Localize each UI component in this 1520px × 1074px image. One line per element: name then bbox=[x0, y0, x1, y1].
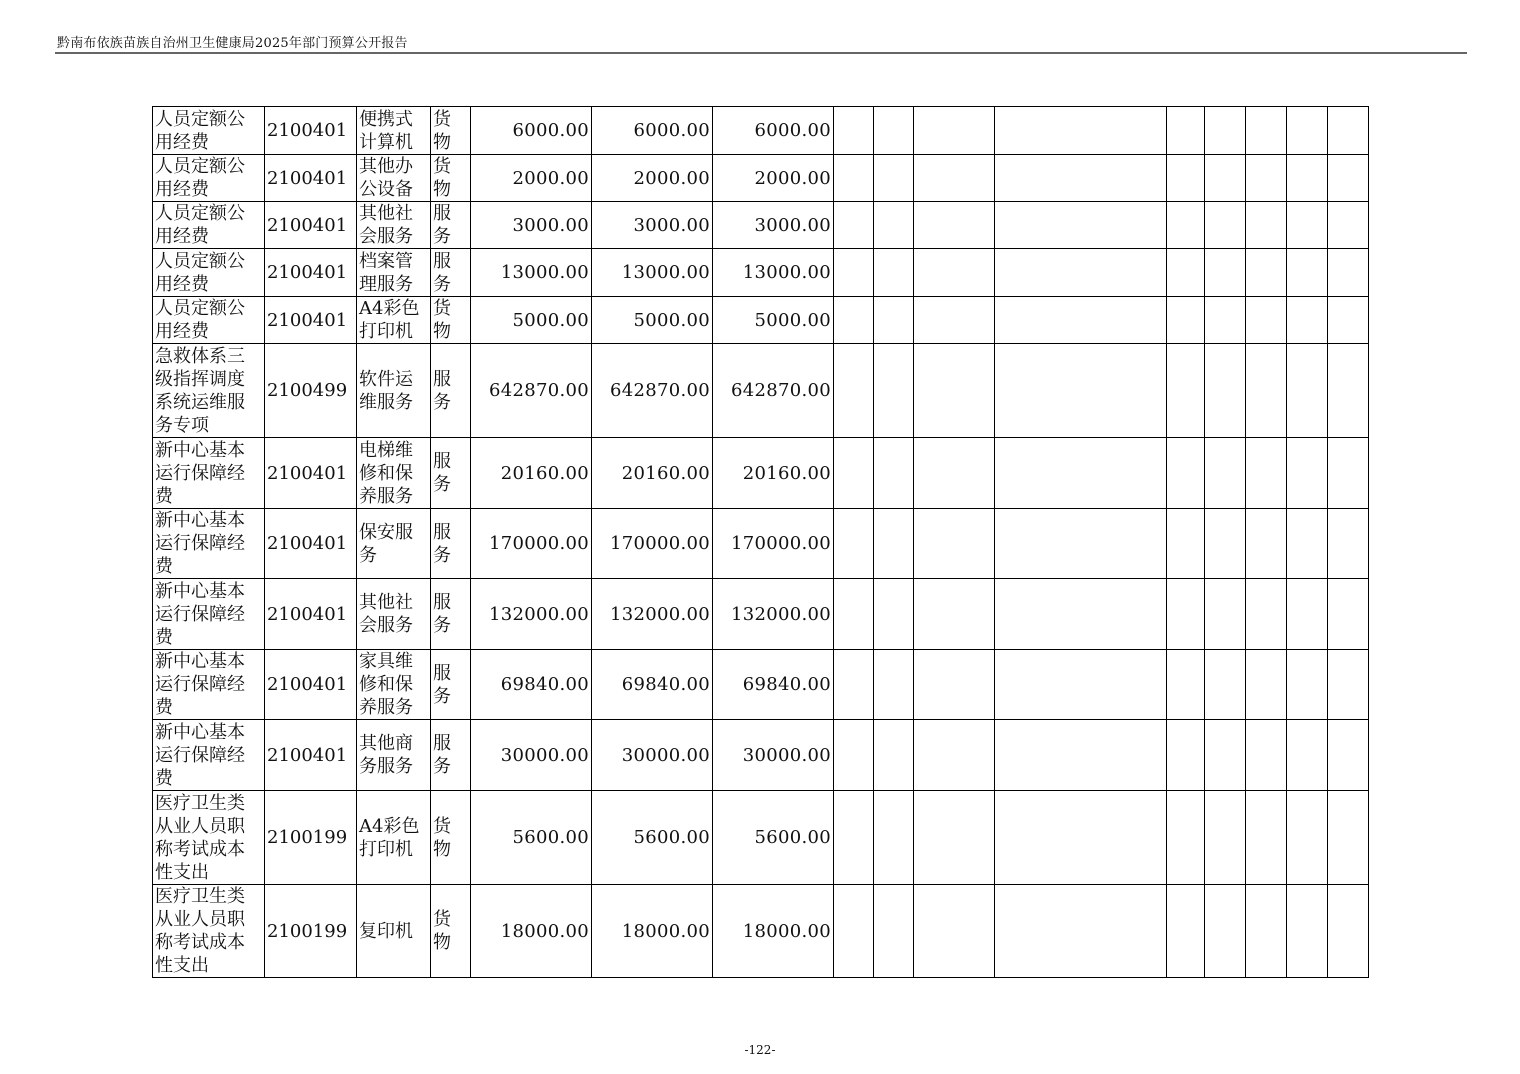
empty-cell bbox=[1205, 885, 1246, 978]
function-code-cell: 2100499 bbox=[265, 344, 357, 438]
empty-cell bbox=[1287, 344, 1328, 438]
empty-cell bbox=[1328, 720, 1369, 791]
empty-cell bbox=[1328, 885, 1369, 978]
empty-cell bbox=[995, 650, 1167, 720]
amount-total-cell: 5000.00 bbox=[471, 297, 592, 344]
empty-cell bbox=[914, 885, 995, 978]
empty-cell bbox=[1287, 107, 1328, 155]
amount-subtotal-cell: 30000.00 bbox=[592, 720, 713, 791]
empty-cell bbox=[874, 720, 914, 791]
procurement-item-cell: 其他商务服务 bbox=[357, 720, 431, 791]
empty-cell bbox=[914, 344, 995, 438]
function-code-cell: 2100401 bbox=[265, 297, 357, 344]
empty-cell bbox=[1328, 438, 1369, 509]
table-row bbox=[153, 344, 1369, 438]
empty-cell bbox=[995, 344, 1167, 438]
empty-cell bbox=[1287, 650, 1328, 720]
procurement-item-cell: 便携式计算机 bbox=[357, 107, 431, 155]
project-name-cell: 人员定额公用经费 bbox=[153, 249, 265, 297]
empty-cell bbox=[1167, 297, 1205, 344]
function-code-cell: 2100199 bbox=[265, 791, 357, 885]
function-code-cell: 2100401 bbox=[265, 438, 357, 509]
table-row bbox=[153, 885, 1369, 978]
empty-cell bbox=[1205, 155, 1246, 202]
empty-cell bbox=[834, 720, 874, 791]
empty-cell bbox=[1246, 509, 1287, 579]
header-divider bbox=[55, 52, 1467, 54]
procurement-type-cell: 货物 bbox=[431, 885, 471, 978]
empty-cell bbox=[1167, 720, 1205, 791]
empty-cell bbox=[914, 509, 995, 579]
empty-cell bbox=[1246, 720, 1287, 791]
empty-cell bbox=[1287, 885, 1328, 978]
empty-cell bbox=[1328, 107, 1369, 155]
empty-cell bbox=[1205, 720, 1246, 791]
empty-cell bbox=[1167, 107, 1205, 155]
empty-cell bbox=[1246, 297, 1287, 344]
empty-cell bbox=[874, 107, 914, 155]
amount-total-cell: 69840.00 bbox=[471, 650, 592, 720]
amount-subtotal-cell: 5000.00 bbox=[592, 297, 713, 344]
function-code-cell: 2100401 bbox=[265, 107, 357, 155]
empty-cell bbox=[1205, 297, 1246, 344]
amount-total-cell: 18000.00 bbox=[471, 885, 592, 978]
amount-total-cell: 642870.00 bbox=[471, 344, 592, 438]
procurement-item-cell: 软件运维服务 bbox=[357, 344, 431, 438]
amount-subtotal-cell: 5600.00 bbox=[592, 791, 713, 885]
table-row bbox=[153, 202, 1369, 249]
empty-cell bbox=[914, 155, 995, 202]
empty-cell bbox=[1205, 438, 1246, 509]
amount-total-cell: 5600.00 bbox=[471, 791, 592, 885]
amount-subtotal-cell: 6000.00 bbox=[592, 107, 713, 155]
procurement-type-cell: 货物 bbox=[431, 107, 471, 155]
budget-table bbox=[152, 106, 1369, 978]
amount-fiscal-cell: 30000.00 bbox=[713, 720, 834, 791]
table-row bbox=[153, 579, 1369, 650]
amount-fiscal-cell: 6000.00 bbox=[713, 107, 834, 155]
empty-cell bbox=[1246, 344, 1287, 438]
procurement-item-cell: A4彩色打印机 bbox=[357, 791, 431, 885]
table-row bbox=[153, 720, 1369, 791]
empty-cell bbox=[874, 202, 914, 249]
empty-cell bbox=[1328, 509, 1369, 579]
empty-cell bbox=[874, 509, 914, 579]
empty-cell bbox=[1287, 155, 1328, 202]
empty-cell bbox=[874, 344, 914, 438]
empty-cell bbox=[834, 885, 874, 978]
empty-cell bbox=[1246, 438, 1287, 509]
empty-cell bbox=[1167, 249, 1205, 297]
amount-subtotal-cell: 170000.00 bbox=[592, 509, 713, 579]
table-row bbox=[153, 650, 1369, 720]
empty-cell bbox=[1205, 107, 1246, 155]
empty-cell bbox=[1246, 650, 1287, 720]
empty-cell bbox=[834, 509, 874, 579]
empty-cell bbox=[834, 155, 874, 202]
empty-cell bbox=[834, 107, 874, 155]
procurement-type-cell: 服务 bbox=[431, 438, 471, 509]
empty-cell bbox=[995, 202, 1167, 249]
empty-cell bbox=[914, 791, 995, 885]
amount-total-cell: 170000.00 bbox=[471, 509, 592, 579]
empty-cell bbox=[874, 791, 914, 885]
function-code-cell: 2100401 bbox=[265, 509, 357, 579]
empty-cell bbox=[1167, 438, 1205, 509]
empty-cell bbox=[1167, 579, 1205, 650]
amount-subtotal-cell: 20160.00 bbox=[592, 438, 713, 509]
empty-cell bbox=[1287, 791, 1328, 885]
amount-fiscal-cell: 13000.00 bbox=[713, 249, 834, 297]
project-name-cell: 人员定额公用经费 bbox=[153, 297, 265, 344]
empty-cell bbox=[834, 579, 874, 650]
empty-cell bbox=[914, 438, 995, 509]
empty-cell bbox=[834, 297, 874, 344]
empty-cell bbox=[1167, 202, 1205, 249]
empty-cell bbox=[1246, 885, 1287, 978]
procurement-item-cell: 其他社会服务 bbox=[357, 579, 431, 650]
empty-cell bbox=[1205, 650, 1246, 720]
project-name-cell: 医疗卫生类从业人员职称考试成本性支出 bbox=[153, 885, 265, 978]
amount-fiscal-cell: 2000.00 bbox=[713, 155, 834, 202]
empty-cell bbox=[1246, 155, 1287, 202]
empty-cell bbox=[1205, 202, 1246, 249]
empty-cell bbox=[995, 509, 1167, 579]
empty-cell bbox=[1287, 579, 1328, 650]
function-code-cell: 2100401 bbox=[265, 579, 357, 650]
empty-cell bbox=[1246, 249, 1287, 297]
empty-cell bbox=[1246, 107, 1287, 155]
empty-cell bbox=[1246, 202, 1287, 249]
project-name-cell: 新中心基本运行保障经费 bbox=[153, 579, 265, 650]
empty-cell bbox=[1167, 155, 1205, 202]
amount-subtotal-cell: 13000.00 bbox=[592, 249, 713, 297]
empty-cell bbox=[914, 297, 995, 344]
empty-cell bbox=[995, 155, 1167, 202]
amount-total-cell: 13000.00 bbox=[471, 249, 592, 297]
empty-cell bbox=[1205, 791, 1246, 885]
amount-fiscal-cell: 132000.00 bbox=[713, 579, 834, 650]
empty-cell bbox=[1205, 579, 1246, 650]
empty-cell bbox=[995, 579, 1167, 650]
empty-cell bbox=[834, 344, 874, 438]
empty-cell bbox=[914, 579, 995, 650]
procurement-type-cell: 货物 bbox=[431, 297, 471, 344]
empty-cell bbox=[995, 297, 1167, 344]
empty-cell bbox=[914, 202, 995, 249]
table-row bbox=[153, 791, 1369, 885]
empty-cell bbox=[995, 885, 1167, 978]
page-number: -122- bbox=[744, 1043, 776, 1057]
empty-cell bbox=[1205, 509, 1246, 579]
empty-cell bbox=[1287, 720, 1328, 791]
page-header-title: 黔南布依族苗族自治州卫生健康局2025年部门预算公开报告 bbox=[57, 36, 408, 51]
empty-cell bbox=[914, 249, 995, 297]
procurement-item-cell: 档案管理服务 bbox=[357, 249, 431, 297]
empty-cell bbox=[995, 791, 1167, 885]
empty-cell bbox=[914, 650, 995, 720]
procurement-item-cell: 复印机 bbox=[357, 885, 431, 978]
empty-cell bbox=[834, 438, 874, 509]
amount-subtotal-cell: 18000.00 bbox=[592, 885, 713, 978]
empty-cell bbox=[1246, 791, 1287, 885]
amount-fiscal-cell: 20160.00 bbox=[713, 438, 834, 509]
empty-cell bbox=[914, 107, 995, 155]
amount-total-cell: 3000.00 bbox=[471, 202, 592, 249]
empty-cell bbox=[874, 579, 914, 650]
function-code-cell: 2100401 bbox=[265, 720, 357, 791]
empty-cell bbox=[995, 720, 1167, 791]
amount-total-cell: 30000.00 bbox=[471, 720, 592, 791]
table-row bbox=[153, 249, 1369, 297]
procurement-item-cell: 家具维修和保养服务 bbox=[357, 650, 431, 720]
amount-fiscal-cell: 5600.00 bbox=[713, 791, 834, 885]
amount-total-cell: 6000.00 bbox=[471, 107, 592, 155]
function-code-cell: 2100401 bbox=[265, 155, 357, 202]
amount-total-cell: 132000.00 bbox=[471, 579, 592, 650]
procurement-type-cell: 服务 bbox=[431, 579, 471, 650]
procurement-type-cell: 货物 bbox=[431, 791, 471, 885]
function-code-cell: 2100199 bbox=[265, 885, 357, 978]
procurement-type-cell: 货物 bbox=[431, 155, 471, 202]
empty-cell bbox=[874, 885, 914, 978]
project-name-cell: 人员定额公用经费 bbox=[153, 202, 265, 249]
empty-cell bbox=[1287, 297, 1328, 344]
amount-fiscal-cell: 170000.00 bbox=[713, 509, 834, 579]
project-name-cell: 急救体系三级指挥调度系统运维服务专项 bbox=[153, 344, 265, 438]
table-row bbox=[153, 438, 1369, 509]
procurement-type-cell: 服务 bbox=[431, 509, 471, 579]
procurement-type-cell: 服务 bbox=[431, 249, 471, 297]
procurement-type-cell: 服务 bbox=[431, 720, 471, 791]
function-code-cell: 2100401 bbox=[265, 249, 357, 297]
procurement-item-cell: 其他办公设备 bbox=[357, 155, 431, 202]
empty-cell bbox=[1167, 509, 1205, 579]
budget-table-body bbox=[153, 107, 1369, 978]
amount-subtotal-cell: 2000.00 bbox=[592, 155, 713, 202]
empty-cell bbox=[995, 438, 1167, 509]
procurement-item-cell: 电梯维修和保养服务 bbox=[357, 438, 431, 509]
procurement-item-cell: 其他社会服务 bbox=[357, 202, 431, 249]
empty-cell bbox=[1167, 344, 1205, 438]
amount-subtotal-cell: 642870.00 bbox=[592, 344, 713, 438]
empty-cell bbox=[995, 107, 1167, 155]
empty-cell bbox=[834, 791, 874, 885]
project-name-cell: 医疗卫生类从业人员职称考试成本性支出 bbox=[153, 791, 265, 885]
amount-subtotal-cell: 69840.00 bbox=[592, 650, 713, 720]
empty-cell bbox=[874, 297, 914, 344]
table-row bbox=[153, 509, 1369, 579]
empty-cell bbox=[874, 650, 914, 720]
amount-subtotal-cell: 132000.00 bbox=[592, 579, 713, 650]
procurement-type-cell: 服务 bbox=[431, 344, 471, 438]
amount-fiscal-cell: 3000.00 bbox=[713, 202, 834, 249]
amount-fiscal-cell: 5000.00 bbox=[713, 297, 834, 344]
amount-subtotal-cell: 3000.00 bbox=[592, 202, 713, 249]
empty-cell bbox=[1328, 202, 1369, 249]
empty-cell bbox=[1287, 202, 1328, 249]
empty-cell bbox=[874, 249, 914, 297]
empty-cell bbox=[1328, 344, 1369, 438]
procurement-type-cell: 服务 bbox=[431, 202, 471, 249]
empty-cell bbox=[874, 438, 914, 509]
project-name-cell: 新中心基本运行保障经费 bbox=[153, 720, 265, 791]
empty-cell bbox=[1328, 579, 1369, 650]
empty-cell bbox=[1205, 344, 1246, 438]
empty-cell bbox=[834, 650, 874, 720]
empty-cell bbox=[1287, 249, 1328, 297]
empty-cell bbox=[1167, 791, 1205, 885]
empty-cell bbox=[834, 202, 874, 249]
empty-cell bbox=[1328, 297, 1369, 344]
project-name-cell: 新中心基本运行保障经费 bbox=[153, 438, 265, 509]
empty-cell bbox=[1328, 155, 1369, 202]
project-name-cell: 人员定额公用经费 bbox=[153, 107, 265, 155]
amount-total-cell: 2000.00 bbox=[471, 155, 592, 202]
table-row bbox=[153, 155, 1369, 202]
project-name-cell: 人员定额公用经费 bbox=[153, 155, 265, 202]
empty-cell bbox=[914, 720, 995, 791]
project-name-cell: 新中心基本运行保障经费 bbox=[153, 650, 265, 720]
table-row bbox=[153, 107, 1369, 155]
function-code-cell: 2100401 bbox=[265, 202, 357, 249]
empty-cell bbox=[1287, 438, 1328, 509]
amount-fiscal-cell: 642870.00 bbox=[713, 344, 834, 438]
function-code-cell: 2100401 bbox=[265, 650, 357, 720]
amount-fiscal-cell: 69840.00 bbox=[713, 650, 834, 720]
empty-cell bbox=[1328, 249, 1369, 297]
empty-cell bbox=[1167, 650, 1205, 720]
amount-fiscal-cell: 18000.00 bbox=[713, 885, 834, 978]
empty-cell bbox=[834, 249, 874, 297]
empty-cell bbox=[1246, 579, 1287, 650]
project-name-cell: 新中心基本运行保障经费 bbox=[153, 509, 265, 579]
procurement-item-cell: 保安服务 bbox=[357, 509, 431, 579]
procurement-item-cell: A4彩色打印机 bbox=[357, 297, 431, 344]
empty-cell bbox=[995, 249, 1167, 297]
empty-cell bbox=[1287, 509, 1328, 579]
procurement-type-cell: 服务 bbox=[431, 650, 471, 720]
empty-cell bbox=[1328, 791, 1369, 885]
amount-total-cell: 20160.00 bbox=[471, 438, 592, 509]
empty-cell bbox=[1328, 650, 1369, 720]
table-row bbox=[153, 297, 1369, 344]
empty-cell bbox=[874, 155, 914, 202]
empty-cell bbox=[1205, 249, 1246, 297]
empty-cell bbox=[1167, 885, 1205, 978]
